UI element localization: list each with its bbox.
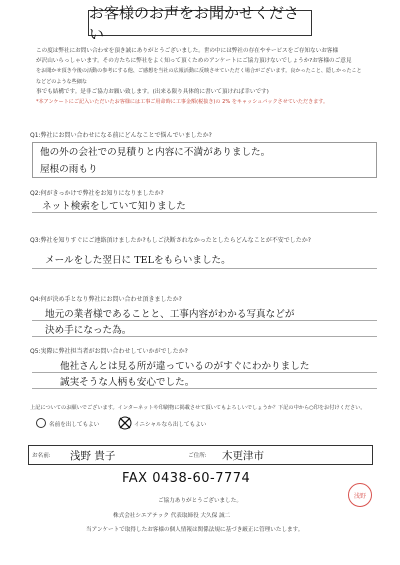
- q1-answer-line1: 他の外の会社での見積りと内容に不満がありました。: [40, 147, 271, 158]
- intro-line: が沢山いらっしゃいます。その方たちに弊社をよく知って頂くためのアンケートにご協力頂けないでしょうか?お客様のご意見: [36, 58, 352, 65]
- q4-answer-line-1: [32, 320, 377, 321]
- q2-label: Q2:何がきっかけで弊社をお知りになりましたか?: [30, 190, 164, 197]
- q4-answer-line2: 決め手になった為。: [45, 325, 132, 336]
- q2-answer: ネット検索をしていて知りました: [42, 201, 186, 212]
- intro-line: 事でも結構です。是非ご協力お願い致します。(出来る限り具体的に書いて頂ければ幸いです): [36, 88, 269, 95]
- intro-line: この度は弊社にお問い合わせを頂き誠にありがとうございました。世の中には弊社の存在やサービスをご存知ないお客様: [36, 48, 339, 54]
- q2-answer-line: [32, 212, 377, 213]
- q5-answer-line-2: [32, 388, 377, 389]
- q5-answer-line1: 他社さんとは見る所が違っているのがすぐにわかりました: [60, 361, 310, 372]
- q4-answer-line-2: [32, 336, 377, 337]
- q5-label: Q5:実際に弊社担当者がお問い合わせしていかがでしたか?: [30, 348, 188, 355]
- intro-line: をお聞かせ頂き今後の活動の参考にする他、ご感想を当社の広報活動に反映させていただく場合がございます。良かったこと、隠しかったことなどどのような些細な: [36, 68, 362, 85]
- address-value: 木更津市: [222, 450, 264, 462]
- cashback-note: *本アンケートにご記入いただいたお客様には工事ご用命時に工事金額(税抜き)の 2% をキャッシュバックさせていただきます。: [36, 99, 329, 106]
- name-label: お名前:: [32, 453, 51, 459]
- option1-circle[interactable]: [36, 418, 46, 428]
- fax-number: FAX 0438-60-7774: [122, 471, 251, 486]
- option2-check[interactable]: [118, 415, 132, 429]
- check-mark-icon: [118, 416, 132, 430]
- q3-answer-line: [32, 268, 377, 269]
- address-label: ご住所:: [188, 453, 207, 459]
- q4-answer-line1: 地元の業者様であることと、工事内容がわかる写真などが: [45, 309, 295, 320]
- q1-label: Q1:弊社にお問い合わせになる前にどんなことで悩んでいましたか?: [30, 132, 212, 139]
- q4-label: Q4:何が決め手となり弊社にお問い合わせ頂きましたか?: [30, 296, 182, 303]
- q1-answer-line2: 屋根の雨もり: [40, 164, 98, 175]
- survey-title: お客様のお声をお聞かせください: [88, 10, 312, 36]
- q3-label: Q3:弊社を知りすぐにご連絡頂けましたか?もしご決断されなかったとしたらどんなことが不安でしたか?: [30, 237, 311, 244]
- option1-label: 名前を出してもよい: [49, 422, 100, 428]
- q3-answer: メールをした翌日に TELをもらいました。: [45, 255, 231, 266]
- seal-stamp: 浅野: [348, 483, 372, 507]
- name-value: 浅野 貴子: [70, 450, 116, 462]
- privacy-footer: 当アンケートで取得したお客様の個人情報は関係法規に基づき厳正に管理いたします。: [86, 527, 304, 533]
- q5-answer-line2: 誠実そうな人柄も安心でした。: [60, 377, 195, 388]
- thanks-text: ご協力ありがとうございました。: [158, 498, 242, 504]
- intro-text: [36, 46, 366, 107]
- company-name: 株式会社シエアテック 代表取締役 大久保 誠二: [113, 513, 231, 519]
- option2-label: イニシャルなら出してもよい: [134, 422, 207, 428]
- consent-text: 上記についてのお願いでございます。インターネットや印刷物に掲載させて頂いてもよろしいでしょうか？下記の中から○印をお付けください。: [30, 405, 366, 411]
- q5-answer-line-1: [32, 372, 377, 373]
